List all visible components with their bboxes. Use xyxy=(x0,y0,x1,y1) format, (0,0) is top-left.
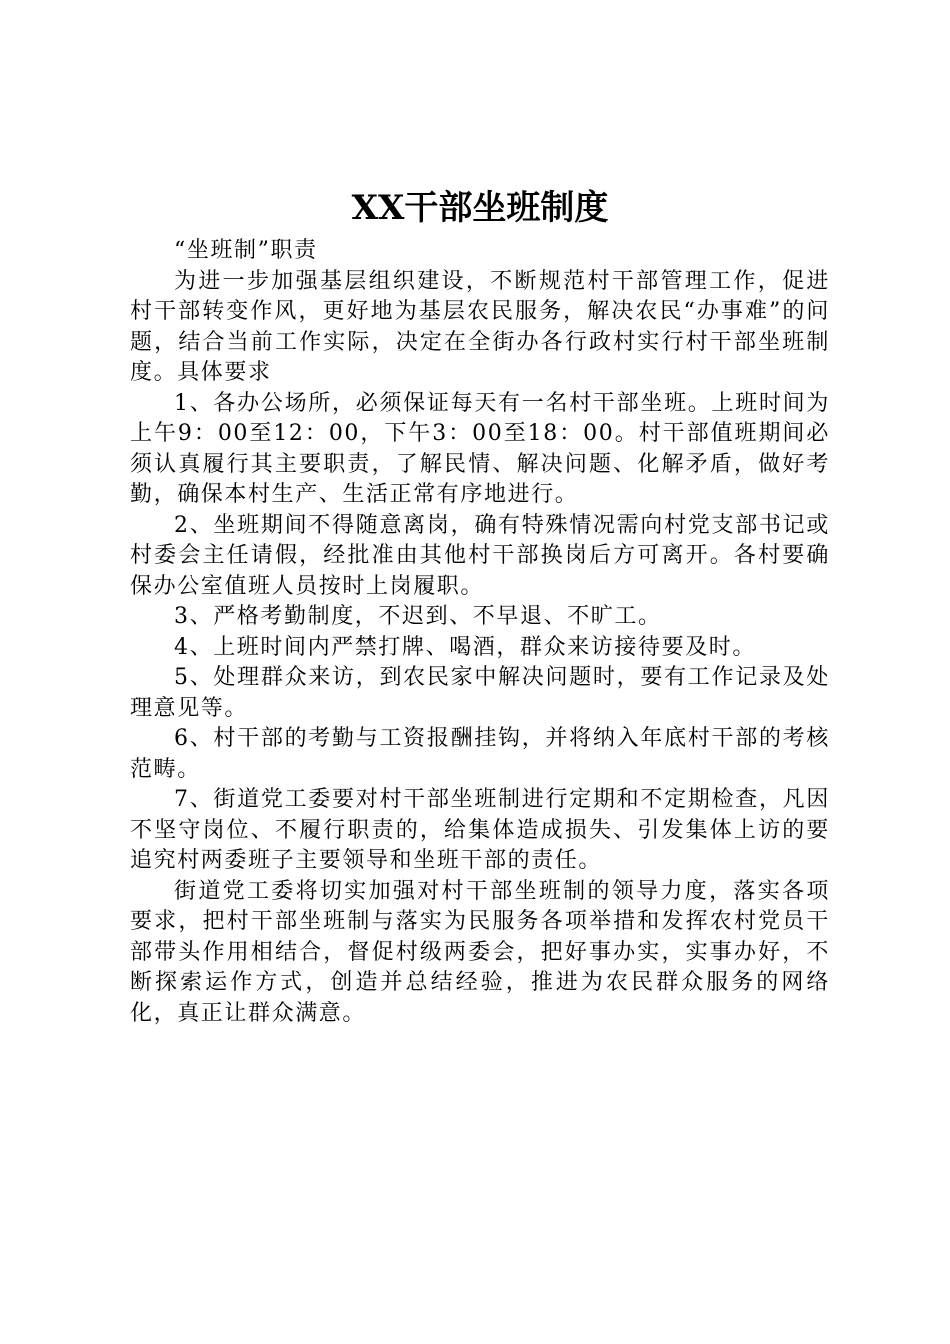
rule-4-paragraph: 4、上班时间内严禁打牌、喝酒，群众来访接待要及时。 xyxy=(174,634,756,660)
rule-6-paragraph: 6、村干部的考勤与工资报酬挂钩，并将纳入年底村干部的考核范畴。 xyxy=(130,726,830,782)
rule-7-paragraph: 7、街道党工委要对村干部坐班制进行定期和不定期检查，凡因不坚守岗位、不履行职责的，给集体造成损失、引发集体上访的要追究村两委班子主要领导和坐班干部的责任。 xyxy=(130,787,830,873)
rule-2-paragraph: 2、坐班期间不得随意离岗，确有特殊情况需向村党支部书记或村委会主任请假，经批准由其他村干部换岗后方可离开。各村要确保办公室值班人员按时上岗履职。 xyxy=(130,512,830,599)
rule-3-paragraph: 3、严格考勤制度，不迟到、不早退、不旷工。 xyxy=(174,604,662,629)
intro-paragraph: 为进一步加强基层组织建设，不断规范村干部管理工作，促进村干部转变作风，更好地为基层农民服务，解决农民“办事难”的问题，结合当前工作实际，决定在全街办各行政村实行村干部坐班制度。具体要求 xyxy=(130,268,830,385)
rule-5-paragraph: 5、处理群众来访，到农民家中解决问题时，要有工作记录及处理意见等。 xyxy=(130,665,830,721)
document-title: XX干部坐班制度 xyxy=(351,188,609,228)
closing-paragraph: 街道党工委将切实加强对村干部坐班制的领导力度，落实各项要求，把村干部坐班制与落实为民服务各项举措和发挥农村党员干部带头作用相结合，督促村级两委会，把好事办实，实事办好，不断探索运作方式，创造并总结经验，推进为农民群众服务的网络化，真正让群众满意。 xyxy=(130,878,830,1026)
document-body xyxy=(130,236,830,1029)
rule-1-paragraph: 1、各办公场所，必须保证每天有一名村干部坐班。上班时间为上午9：00至12：00，下午3：00至18：00。村干部值班期间必须认真履行其主要职责，了解民情、解决问题、化解矛盾，做好考勤，确保本村生产、生活正常有序地进行。 xyxy=(130,390,830,507)
subheading: “坐班制”职责 xyxy=(174,238,318,263)
